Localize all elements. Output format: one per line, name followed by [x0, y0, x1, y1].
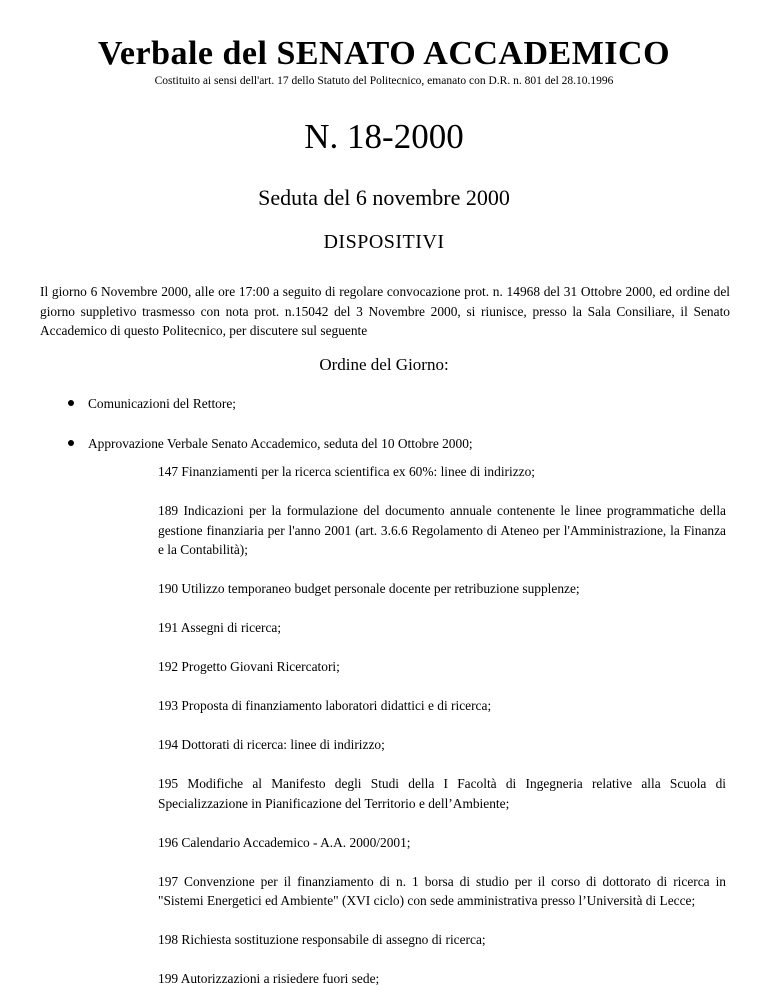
document-title: Verbale del SENATO ACCADEMICO	[97, 35, 671, 72]
bullet-item-text: Comunicazioni del Rettore;	[88, 396, 237, 411]
bullet-icon	[68, 440, 74, 446]
seduta-date: Seduta del 6 novembre 2000	[258, 185, 510, 210]
section-heading: DISPOSITIVI	[323, 231, 445, 253]
bullet-item	[66, 394, 726, 413]
agenda-items	[158, 462, 726, 1008]
agenda-item: 194 Dottorati di ricerca: linee di indirizzo;	[158, 737, 385, 752]
agenda-item: 191 Assegni di ricerca;	[158, 620, 282, 635]
agenda-item: 198 Richiesta sostituzione responsabile di assegno di ricerca;	[158, 932, 486, 947]
agenda-item: 192 Progetto Giovani Ricercatori;	[158, 659, 340, 674]
document-subtitle: Costituito ai sensi dell'art. 17 dello Statuto del Politecnico, emanato con D.R. n. 801 del 28.10.1996	[154, 75, 614, 87]
agenda-item: 190 Utilizzo temporaneo budget personale docente per retribuzione supplenze;	[158, 581, 580, 596]
agenda-item: 193 Proposta di finanziamento laboratori didattici e di ricerca;	[158, 698, 492, 713]
bullet-icon	[68, 400, 74, 406]
agenda-item: 195 Modifiche al Manifesto degli Studi della I Facoltà di Ingegneria relative alla Scuola di Specializzazione in Pianificazione del Territorio e dell’Ambiente;	[158, 776, 726, 811]
agenda-item: 147 Finanziamenti per la ricerca scientifica ex 60%: linee di indirizzo;	[158, 464, 536, 479]
agenda-heading: Ordine del Giorno:	[319, 355, 449, 374]
intro-paragraph: Il giorno 6 Novembre 2000, alle ore 17:00 a seguito di regolare convocazione prot. n. 14968 del 31 Ottobre 2000, ed ordine del giorno suppletivo trasmesso con nota prot. n.15042 del 3 Novembre 2000, si riunisce, presso la Sala Consiliare, il Senato Accademico di questo Politecnico, per discutere sul seguente	[40, 284, 730, 338]
bullet-item-text: Approvazione Verbale Senato Accademico, seduta del 10 Ottobre 2000;	[88, 436, 473, 451]
agenda-item: 199 Autorizzazioni a risiedere fuori sede;	[158, 971, 380, 986]
agenda-item: 189 Indicazioni per la formulazione del documento annuale contenente le linee programmatiche della gestione finanziaria per l'anno 2001 (art. 3.6.6 Regolamento di Ateneo per l'Amministrazione, la Finanza e la Contabilità);	[158, 503, 726, 557]
agenda-item: 196 Calendario Accademico - A.A. 2000/2001;	[158, 834, 411, 850]
agenda-item: 197 Convenzione per il finanziamento di n. 1 borsa di studio per il corso di dottorato di ricerca in "Sistemi Energetici ed Ambiente" (XVI ciclo) con sede amministrativa presso l’Università di Lecce;	[158, 873, 726, 908]
bullet-item	[66, 434, 726, 453]
verbale-number: N. 18-2000	[304, 117, 464, 156]
